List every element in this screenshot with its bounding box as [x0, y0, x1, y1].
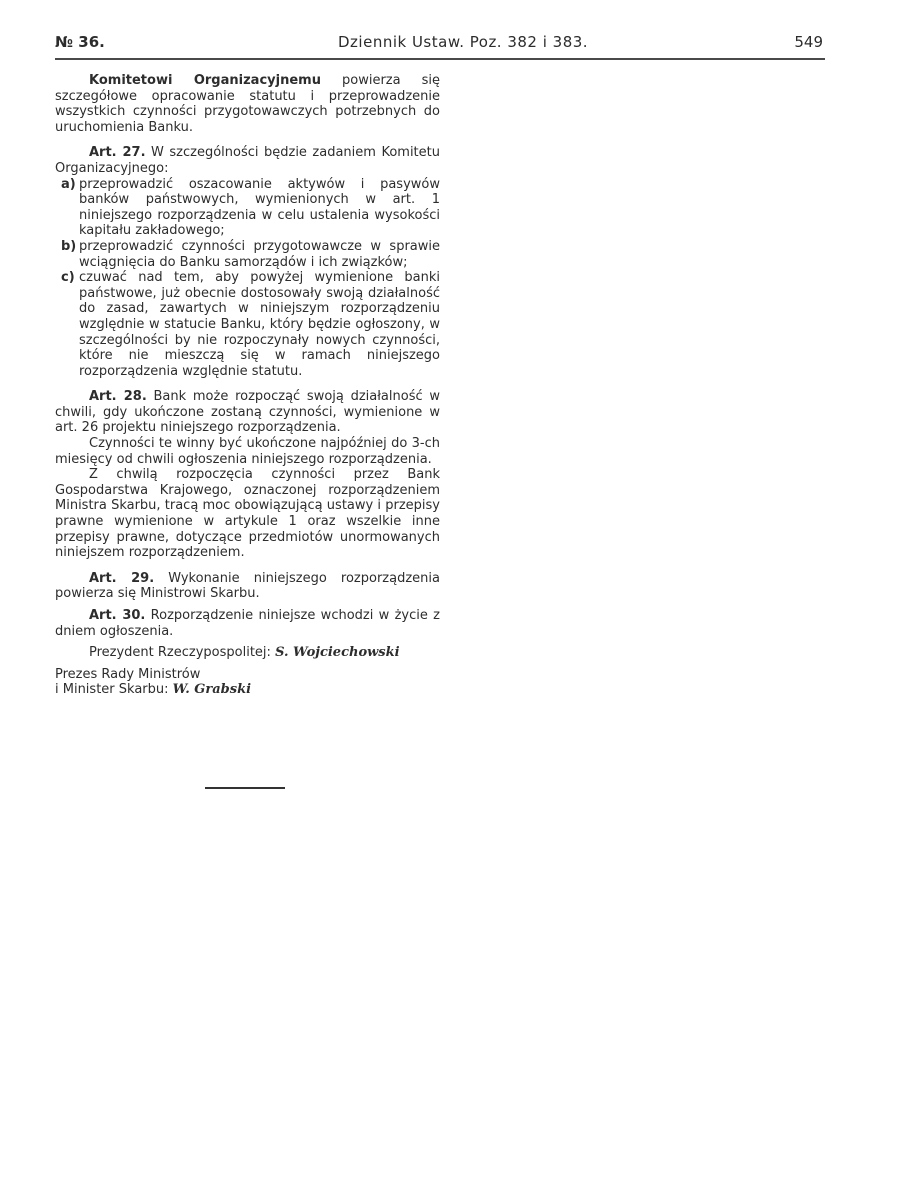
art29-text: Wykonanie niniejszego rozporządzenia powierza się Ministrowi Skarbu.	[55, 570, 440, 602]
art28-paragraph-2: Czynności te winny być ukończone najpóźniej do 3-ch miesięcy od chwili ogłoszenia niniejszego rozporządzenia.	[55, 436, 440, 467]
president-name: S. Wojciechowski	[275, 645, 400, 661]
issue-number: № 36.	[55, 33, 105, 51]
intro-text: powierza się szczegółowe opracowanie statutu i przeprowadzenie wszystkich czynności przygotowawczych potrzebnych do uruchomienia Banku.	[55, 73, 440, 135]
art30-label: Art. 30.	[89, 608, 146, 623]
item-text: przeprowadzić czynności przygotowawcze w sprawie wciągnięcia do Banku samorządów i ich związków;	[79, 238, 440, 270]
art28-text-1: Bank może rozpocząć swoją działalność w chwili, gdy ukończone zostaną czynności, wymienione w art. 26 projektu niniejszego rozporządzenia.	[55, 389, 440, 436]
intro-prefix: Komitetowi Organizacyjnemu	[89, 73, 321, 88]
pm-title: Prezes Rady Ministrów	[55, 666, 201, 682]
list-item	[55, 270, 440, 379]
item-letter: c)	[61, 270, 75, 286]
art27-label: Art. 27.	[89, 145, 146, 161]
art28-label: Art. 28.	[89, 389, 147, 405]
pm-name: W. Grabski	[172, 682, 252, 698]
art30-paragraph	[55, 608, 440, 639]
art27-text: W szczególności będzie zadaniem Komitetu Organizacyjnego:	[55, 145, 440, 176]
closing-rule	[205, 787, 285, 789]
header-rule	[55, 58, 825, 60]
art28-paragraph	[55, 389, 440, 436]
list-item	[55, 177, 440, 239]
page-header	[55, 33, 823, 55]
art29-paragraph	[55, 571, 440, 602]
item-letter: a)	[61, 176, 76, 192]
art28-paragraph-3: Z chwilą rozpoczęcia czynności przez Bank Gospodarstwa Krajowego, oznaczonej rozporządzeniem Ministra Skarbu, tracą moc obowiązującą ustawy i przepisy prawne wymienione w artykule 1 oraz wszelkie inne przepisy prawne, dotyczące przedmiotów unormowanych niniejszem rozporządzeniem.	[55, 467, 440, 561]
list-item	[55, 239, 440, 270]
pm-signature	[55, 682, 440, 698]
pm-role: i Minister Skarbu:	[55, 682, 169, 698]
item-letter: b)	[61, 238, 77, 254]
page-number: 549	[794, 33, 823, 51]
art30-text: Rozporządzenie niniejsze wchodzi w życie z dniem ogłoszenia.	[55, 608, 440, 639]
item-text: czuwać nad tem, aby powyżej wymienione banki państwowe, już obecnie dostosowały swoją działalność do zasad, zawartych w niniejszym rozporządzeniu względnie w statucie Banku, który będzie ogłoszony, w szczególności by nie rozpoczynały nowych czynności, które nie mieszczą się w ramach niniejszego rozporządzenia względnie statutu.	[79, 270, 440, 379]
art29-label: Art. 29.	[89, 570, 155, 586]
text-column	[55, 73, 440, 698]
item-text: przeprowadzić oszacowanie aktywów i pasywów banków państwowych, wymienionych w art. 1 niniejszego rozporządzenia w celu ustalenia wysokości kapitału zakładowego;	[79, 176, 440, 239]
journal-title: Dziennik Ustaw. Poz. 382 i 383.	[338, 33, 589, 51]
president-signature	[55, 645, 440, 661]
intro-paragraph	[55, 73, 440, 135]
art27-paragraph	[55, 145, 440, 176]
president-label: Prezydent Rzeczypospolitej:	[89, 645, 271, 661]
